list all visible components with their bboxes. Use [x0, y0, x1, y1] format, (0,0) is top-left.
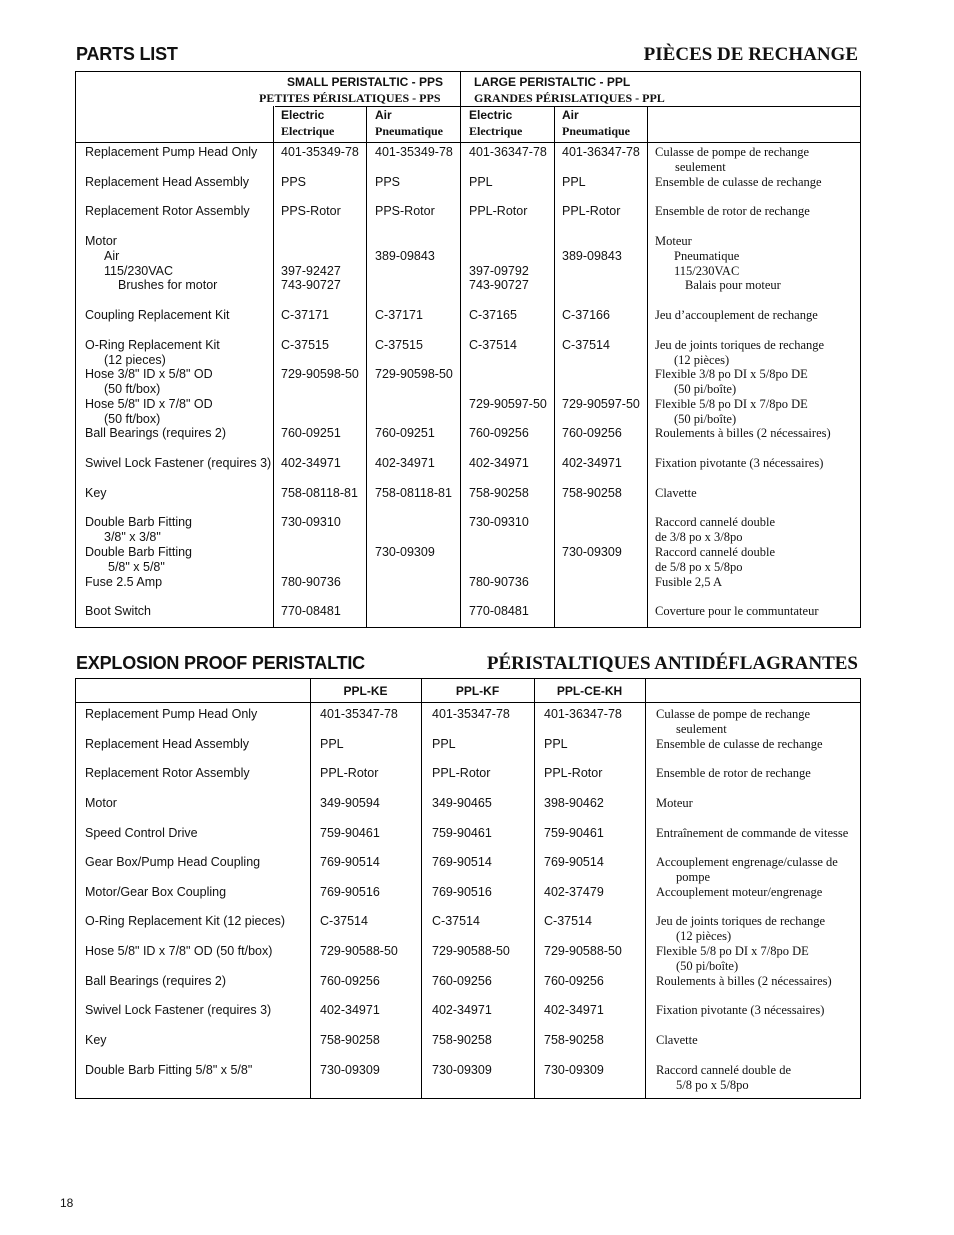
part-description-fr: Fixation pivotante (3 nécessaires) [656, 1003, 825, 1017]
part-description: Gear Box/Pump Head Coupling [85, 855, 261, 869]
part-number: PPL-Rotor [320, 766, 379, 780]
column-divider [366, 106, 367, 628]
part-description-fr: Moteur [656, 796, 693, 810]
part-number: PPL [432, 737, 456, 751]
part-number: 401-35347-78 [432, 707, 510, 721]
part-description: Replacement Rotor Assembly [85, 204, 250, 218]
part-description: Swivel Lock Fastener (requires 3) [85, 1003, 272, 1017]
parts-list-title: PARTS LIST [76, 44, 178, 64]
col-header-air: Air [562, 108, 579, 122]
header-divider [75, 702, 861, 703]
col-header-electric: Electric [281, 108, 325, 122]
part-number: C-37171 [281, 308, 329, 322]
col-header-electric-fr: Electrique [281, 124, 335, 138]
col-header-air: Air [375, 108, 392, 122]
part-number: 769-90514 [544, 855, 604, 869]
part-number: 769-90514 [432, 855, 492, 869]
part-number: PPS-Rotor [375, 204, 435, 218]
part-number: 758-08118-81 [281, 486, 358, 500]
part-number: C-37514 [562, 338, 610, 352]
part-description-fr: Roulements à billes (2 nécessaires) [655, 426, 831, 440]
part-number: 398-90462 [544, 796, 604, 810]
part-number: 402-34971 [320, 1003, 380, 1017]
part-number: 760-09256 [562, 426, 622, 440]
part-description-fr: Fixation pivotante (3 nécessaires) [655, 456, 824, 470]
part-description-fr: Flexible 5/8 po DI x 7/8po DE [656, 944, 809, 958]
part-description: (12 pieces) [104, 352, 166, 367]
part-number: C-37171 [375, 308, 423, 322]
part-number: 402-34971 [375, 456, 435, 470]
part-number: PPS [375, 175, 401, 189]
column-divider [647, 106, 648, 628]
group-header-ppl-fr: GRANDES PÉRISLATIQUES - PPL [474, 91, 665, 105]
column-divider [421, 678, 422, 1099]
part-number: 758-90258 [469, 486, 529, 500]
part-number: 760-09256 [432, 974, 492, 988]
part-number: 743-90727 [281, 278, 341, 293]
part-number: 402-34971 [281, 456, 341, 470]
part-description: Speed Control Drive [85, 826, 198, 840]
part-description: 5/8" x 5/8" [108, 559, 165, 574]
part-description-fr: Accouplement moteur/engrenage [656, 885, 823, 899]
part-number: 730-09309 [432, 1063, 492, 1077]
part-number: 402-34971 [432, 1003, 492, 1017]
part-description: Air [104, 248, 120, 263]
col-header-ppl-ce-kh: PPL-CE-KH [556, 684, 623, 698]
part-description: O-Ring Replacement Kit (12 pieces) [85, 914, 286, 928]
part-description-fr: Clavette [655, 486, 697, 500]
part-number: 729-90597-50 [469, 397, 547, 411]
part-description-fr: Jeu d’accouplement de rechange [655, 308, 818, 322]
part-description: Hose 5/8" ID x 7/8" OD [85, 397, 213, 411]
part-number: 730-09309 [562, 545, 622, 559]
part-number: 397-92427 [281, 263, 341, 278]
part-description-fr: Flexible 3/8 po DI x 5/8po DE [655, 367, 808, 381]
part-description-fr: Balais pour moteur [685, 278, 781, 293]
part-number: 402-34971 [562, 456, 622, 470]
explosion-proof-title: EXPLOSION PROOF PERISTALTIC [76, 653, 365, 673]
part-description: O-Ring Replacement Kit [85, 338, 220, 352]
part-number: 729-90588-50 [432, 944, 510, 958]
part-description-fr: (12 pièces) [676, 928, 732, 943]
part-description: Hose 3/8" ID x 5/8" OD [85, 367, 213, 381]
part-description: Replacement Head Assembly [85, 175, 249, 189]
part-number: 730-09309 [320, 1063, 380, 1077]
part-description-fr: Coverture pour le communtateur [655, 604, 819, 618]
part-description: Replacement Rotor Assembly [85, 766, 250, 780]
part-number: 401-35349-78 [281, 145, 359, 159]
part-number: C-37515 [281, 338, 329, 352]
part-description-fr: Roulements à billes (2 nécessaires) [656, 974, 832, 988]
column-divider [645, 678, 646, 1099]
part-description: 3/8" x 3/8" [104, 529, 161, 544]
part-number: 760-09256 [469, 426, 529, 440]
part-number: C-37165 [469, 308, 517, 322]
part-description-fr: (50 pi/boîte) [674, 381, 737, 396]
part-description-fr: Ensemble de culasse de rechange [656, 737, 823, 751]
part-number: 760-09251 [281, 426, 341, 440]
part-number: PPL [562, 175, 586, 189]
column-divider [460, 71, 461, 628]
part-number: 401-35349-78 [375, 145, 453, 159]
part-number: PPS [281, 175, 307, 189]
part-number: 780-90736 [469, 575, 529, 589]
part-description-fr: Raccord cannelé double [655, 515, 776, 529]
part-number: 401-36347-78 [469, 145, 547, 159]
part-number: C-37166 [562, 308, 610, 322]
part-description-fr: seulement [675, 159, 726, 174]
part-number: 349-90465 [432, 796, 492, 810]
part-number: PPL-Rotor [432, 766, 491, 780]
part-description: Fuse 2.5 Amp [85, 575, 163, 589]
part-number: C-37514 [469, 338, 517, 352]
part-description: (50 ft/box) [104, 381, 161, 396]
part-number: PPL-Rotor [562, 204, 621, 218]
part-number: 760-09256 [544, 974, 604, 988]
part-number: 758-90258 [544, 1033, 604, 1047]
part-number: PPL [544, 737, 568, 751]
part-description: Replacement Pump Head Only [85, 145, 258, 159]
part-number: 758-90258 [562, 486, 622, 500]
part-description-fr: de 5/8 po x 5/8po [655, 559, 743, 574]
part-description-fr: Clavette [656, 1033, 698, 1047]
part-number: 760-09256 [320, 974, 380, 988]
part-description: Double Barb Fitting [85, 515, 193, 529]
part-number: 759-90461 [432, 826, 492, 840]
col-header-air-fr: Pneumatique [375, 124, 444, 138]
part-description-fr: 115/230VAC [674, 263, 740, 278]
column-divider [554, 106, 555, 628]
header-divider [275, 106, 861, 107]
part-number: 769-90516 [432, 885, 492, 899]
part-number: 402-34971 [544, 1003, 604, 1017]
part-number: C-37514 [432, 914, 480, 928]
part-number: 389-09843 [562, 248, 622, 263]
part-number: 770-08481 [469, 604, 529, 618]
part-description: Hose 5/8" ID x 7/8" OD (50 ft/box) [85, 944, 273, 958]
part-description: Motor/Gear Box Coupling [85, 885, 227, 899]
part-number: 729-90588-50 [320, 944, 398, 958]
part-description: Boot Switch [85, 604, 152, 618]
part-number: 402-37479 [544, 885, 604, 899]
part-description: Replacement Head Assembly [85, 737, 249, 751]
part-number: PPS-Rotor [281, 204, 341, 218]
part-description-fr: (50 pi/boîte) [676, 958, 739, 973]
col-header-ppl-kf: PPL-KF [455, 684, 500, 698]
part-description-fr: Jeu de joints toriques de rechange [656, 914, 826, 928]
part-description-fr: Raccord cannelé double [655, 545, 776, 559]
group-header-pps-fr: PETITES PÉRISLATIQUES - PPS [259, 91, 441, 105]
column-divider [310, 678, 311, 1099]
part-description-fr: Ensemble de culasse de rechange [655, 175, 822, 189]
part-number: 349-90594 [320, 796, 380, 810]
part-description-fr: Flexible 5/8 po DI x 7/8po DE [655, 397, 808, 411]
part-number: PPL [320, 737, 344, 751]
part-number: 389-09843 [375, 248, 435, 263]
part-number: 770-08481 [281, 604, 341, 618]
part-description-fr: Accouplement engrenage/culasse de [656, 855, 838, 869]
part-description-fr: Culasse de pompe de rechange [655, 145, 810, 159]
part-description: Swivel Lock Fastener (requires 3) [85, 456, 272, 470]
header-divider [75, 142, 861, 143]
part-number: PPL-Rotor [544, 766, 603, 780]
part-number: 769-90514 [320, 855, 380, 869]
part-number: 401-36347-78 [544, 707, 622, 721]
part-number: 760-09251 [375, 426, 435, 440]
group-header-pps: SMALL PERISTALTIC - PPS [287, 75, 444, 89]
col-header-electric: Electric [469, 108, 513, 122]
explosion-proof-title-fr: PÉRISTALTIQUES ANTIDÉFLAGRANTES [486, 653, 858, 674]
part-number: 729-90598-50 [281, 367, 359, 381]
part-number: 401-36347-78 [562, 145, 640, 159]
part-description-fr: Ensemble de rotor de rechange [655, 204, 810, 218]
part-description-fr: seulement [676, 721, 727, 736]
part-description: Motor [85, 796, 117, 810]
part-description: Key [85, 1033, 107, 1047]
part-number: 730-09310 [281, 515, 341, 529]
column-divider [273, 106, 274, 628]
part-number: 759-90461 [320, 826, 380, 840]
part-number: 743-90727 [469, 278, 529, 293]
part-number: PPL-Rotor [469, 204, 528, 218]
col-header-air-fr: Pneumatique [562, 124, 631, 138]
part-description-fr: Jeu de joints toriques de rechange [655, 338, 825, 352]
part-description: Coupling Replacement Kit [85, 308, 230, 322]
part-number: C-37515 [375, 338, 423, 352]
part-description-fr: Culasse de pompe de rechange [656, 707, 811, 721]
part-description: Ball Bearings (requires 2) [85, 974, 227, 988]
part-number: 729-90598-50 [375, 367, 453, 381]
part-number: 402-34971 [469, 456, 529, 470]
part-number: 729-90597-50 [562, 397, 640, 411]
col-header-ppl-ke: PPL-KE [343, 684, 388, 698]
part-description: 115/230VAC [104, 263, 174, 278]
part-description: Replacement Pump Head Only [85, 707, 258, 721]
parts-list-title-fr: PIÈCES DE RECHANGE [643, 44, 858, 65]
part-description-fr: pompe [676, 869, 711, 884]
part-description: (50 ft/box) [104, 411, 161, 426]
part-number: 758-90258 [320, 1033, 380, 1047]
part-description: Key [85, 486, 107, 500]
part-number: 780-90736 [281, 575, 341, 589]
part-description-fr: Raccord cannelé double de [656, 1063, 792, 1077]
part-description-fr: (50 pi/boîte) [674, 411, 737, 426]
part-number: 730-09310 [469, 515, 529, 529]
part-description-fr: Pneumatique [674, 248, 740, 263]
part-description-fr: 5/8 po x 5/8po [676, 1077, 749, 1092]
part-number: 729-90588-50 [544, 944, 622, 958]
part-description: Ball Bearings (requires 2) [85, 426, 227, 440]
part-number: C-37514 [544, 914, 592, 928]
part-number: PPL [469, 175, 493, 189]
part-number: 759-90461 [544, 826, 604, 840]
part-number: 401-35347-78 [320, 707, 398, 721]
part-description-fr: Entraînement de commande de vitesse [656, 826, 849, 840]
page-number: 18 [60, 1196, 74, 1210]
part-description-fr: Ensemble de rotor de rechange [656, 766, 811, 780]
part-description-fr: Moteur [655, 234, 692, 248]
col-header-electric-fr: Electrique [469, 124, 523, 138]
part-description: Double Barb Fitting 5/8" x 5/8" [85, 1063, 253, 1077]
part-number: 758-90258 [432, 1033, 492, 1047]
column-divider [534, 678, 535, 1099]
part-number: 730-09309 [544, 1063, 604, 1077]
part-number: 397-09792 [469, 263, 529, 278]
part-number: 730-09309 [375, 545, 435, 559]
part-number: C-37514 [320, 914, 368, 928]
part-description-fr: de 3/8 po x 3/8po [655, 529, 743, 544]
part-description: Motor [85, 234, 117, 248]
part-description-fr: Fusible 2,5 A [655, 575, 723, 589]
part-description-fr: (12 pièces) [674, 352, 730, 367]
part-number: 758-08118-81 [375, 486, 452, 500]
part-description: Brushes for motor [118, 278, 218, 293]
part-description: Double Barb Fitting [85, 545, 193, 559]
group-header-ppl: LARGE PERISTALTIC - PPL [474, 75, 631, 89]
part-number: 769-90516 [320, 885, 380, 899]
